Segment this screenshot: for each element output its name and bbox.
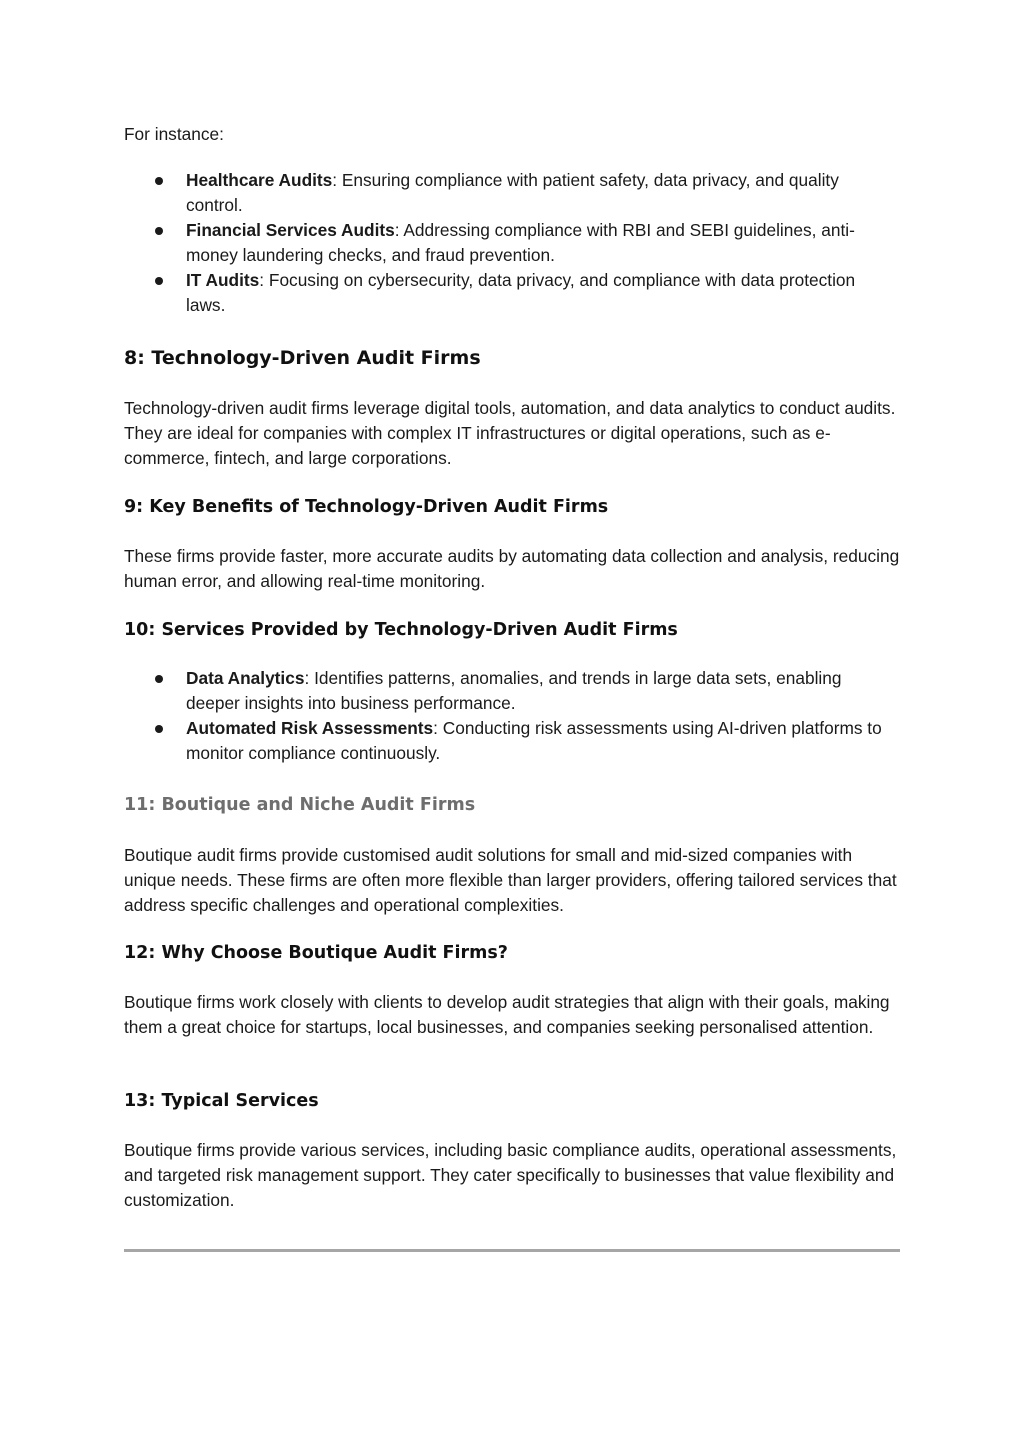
list-item	[124, 218, 886, 268]
section-10-heading: 10: Services Provided by Technology-Driven Audit Firms	[124, 620, 678, 640]
list-item	[124, 268, 886, 318]
document-page	[124, 0, 902, 1447]
list-item-term: Financial Services Audits	[186, 220, 395, 240]
list-item-term: IT Audits	[186, 270, 260, 290]
horizontal-divider	[124, 1249, 900, 1252]
list-item-term: Data Analytics	[186, 668, 305, 688]
section-11-body: Boutique audit firms provide customised audit solutions for small and mid-sized companies with unique needs. These firms are often more flexible than larger providers, offering tailored services that address specific challenges and operational complexities.	[124, 845, 897, 915]
section-8-body: Technology-driven audit firms leverage digital tools, automation, and data analytics to conduct audits. They are ideal for companies with complex IT infrastructures or digital operations, such as e-commerce, fintech, and large corporations.	[124, 398, 896, 468]
bullet-dot-icon	[155, 227, 163, 235]
list-item-term: Automated Risk Assessments	[186, 718, 434, 738]
section-13-body: Boutique firms provide various services, including basic compliance audits, operational assessments, and targeted risk management support. They cater specifically to businesses that value flexibility and customization.	[124, 1140, 897, 1210]
list-item	[124, 168, 886, 218]
intro-text: For instance:	[124, 124, 224, 144]
section-12-body: Boutique firms work closely with clients to develop audit strategies that align with their goals, making them a great choice for startups, local businesses, and companies seeking personalised attention.	[124, 992, 890, 1037]
bullet-dot-icon	[155, 675, 163, 683]
section-12-heading: 12: Why Choose Boutique Audit Firms?	[124, 943, 508, 963]
list-item-text: : Identifies patterns, anomalies, and trends in large data sets, enabling deeper insights into business performance.	[186, 668, 842, 713]
list-item-text: : Conducting risk assessments using AI-driven platforms to monitor compliance continuously.	[186, 718, 882, 763]
industry-audit-list	[124, 168, 902, 318]
list-item-text: : Focusing on cybersecurity, data privacy, and compliance with data protection laws.	[186, 270, 856, 315]
section-11-heading: 11: Boutique and Niche Audit Firms	[124, 795, 476, 815]
section-13-heading: 13: Typical Services	[124, 1091, 319, 1111]
bullet-dot-icon	[155, 277, 163, 285]
section-8-heading: 8: Technology-Driven Audit Firms	[124, 347, 481, 369]
section-9-body: These firms provide faster, more accurate audits by automating data collection and analysis, reducing human error, and allowing real-time monitoring.	[124, 546, 900, 591]
bullet-dot-icon	[155, 725, 163, 733]
list-item-term: Healthcare Audits	[186, 170, 333, 190]
list-item	[124, 716, 886, 766]
list-item-text: : Ensuring compliance with patient safety, data privacy, and quality control.	[186, 170, 839, 215]
tech-services-list	[124, 666, 902, 766]
list-item	[124, 666, 886, 716]
list-item-text: : Addressing compliance with RBI and SEBI guidelines, anti-money laundering checks, and fraud prevention.	[186, 220, 855, 265]
bullet-dot-icon	[155, 177, 163, 185]
section-9-heading: 9: Key Benefits of Technology-Driven Audit Firms	[124, 497, 609, 517]
